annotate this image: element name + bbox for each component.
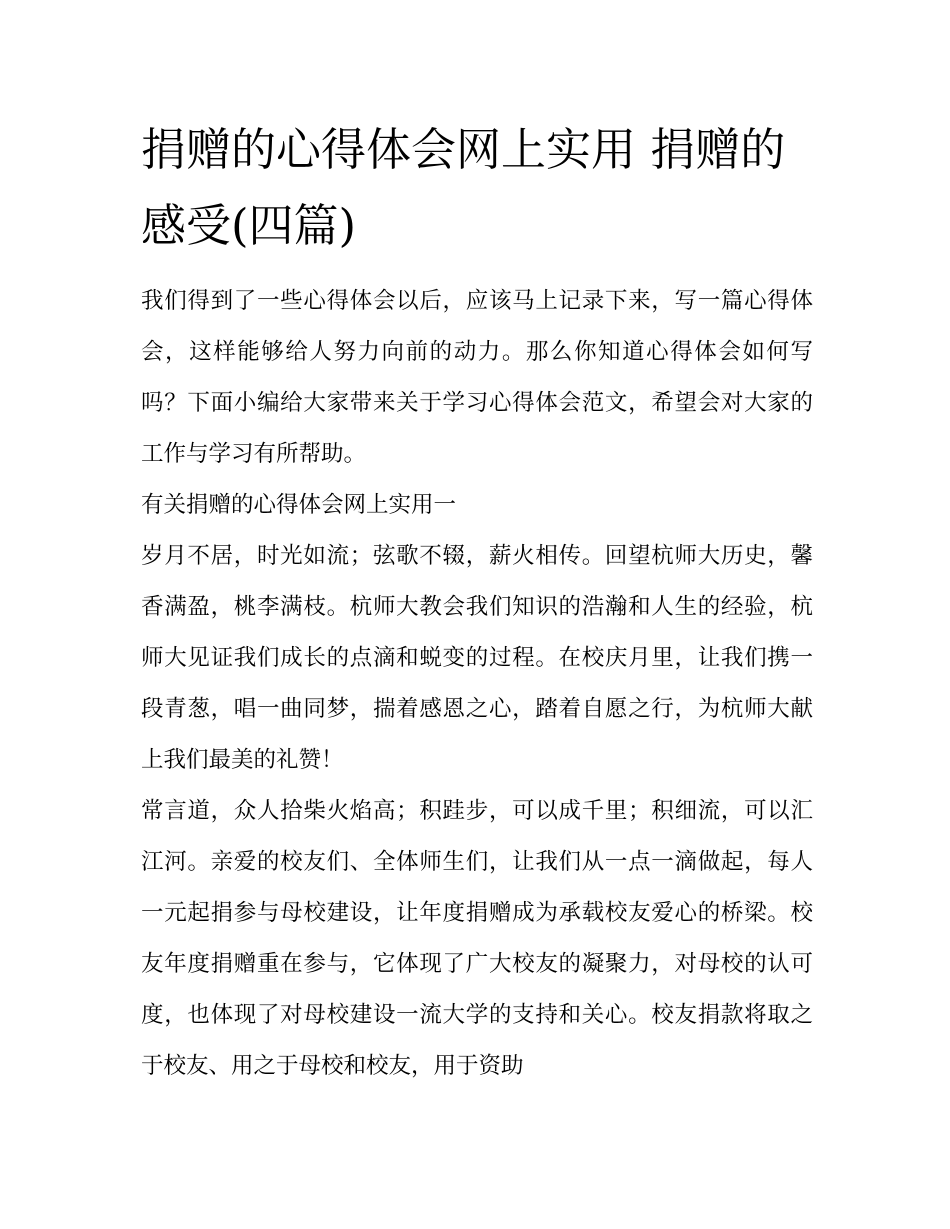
document-page xyxy=(141,112,813,1092)
section-heading: 有关捐赠的心得体会网上实用一 xyxy=(141,492,457,518)
body-paragraph-1: 岁月不居，时光如流；弦歌不辍，薪火相传。回望杭师大历史，馨香满盈，桃李满枝。杭师大教会我们知识的浩瀚和人生的经验，杭师大见证我们成长的点滴和蜕变的过程。在校庆月里，让我们携一段青葱，唱一曲同梦，揣着感恩之心，踏着自愿之行，为杭师大献上我们最美的礼赞！ xyxy=(141,543,813,773)
document-title: 捐赠的心得体会网上实用 捐赠的感受(四篇) xyxy=(141,123,786,252)
intro-paragraph: 我们得到了一些心得体会以后，应该马上记录下来，写一篇心得体会，这样能够给人努力向前的动力。那么你知道心得体会如何写吗？下面小编给大家带来关于学习心得体会范文，希望会对大家的工作与学习有所帮助。 xyxy=(141,288,813,467)
body-paragraph-2: 常言道，众人拾柴火焰高；积跬步，可以成千里；积细流，可以汇江河。亲爱的校友们、全体师生们，让我们从一点一滴做起，每人一元起捐参与母校建设，让年度捐赠成为承载校友爱心的桥梁。校友年度捐赠重在参与，它体现了广大校友的凝聚力，对母校的认可度，也体现了对母校建设一流大学的支持和关心。校友捐款将取之于校友、用之于母校和校友，用于资助 xyxy=(141,798,813,1079)
